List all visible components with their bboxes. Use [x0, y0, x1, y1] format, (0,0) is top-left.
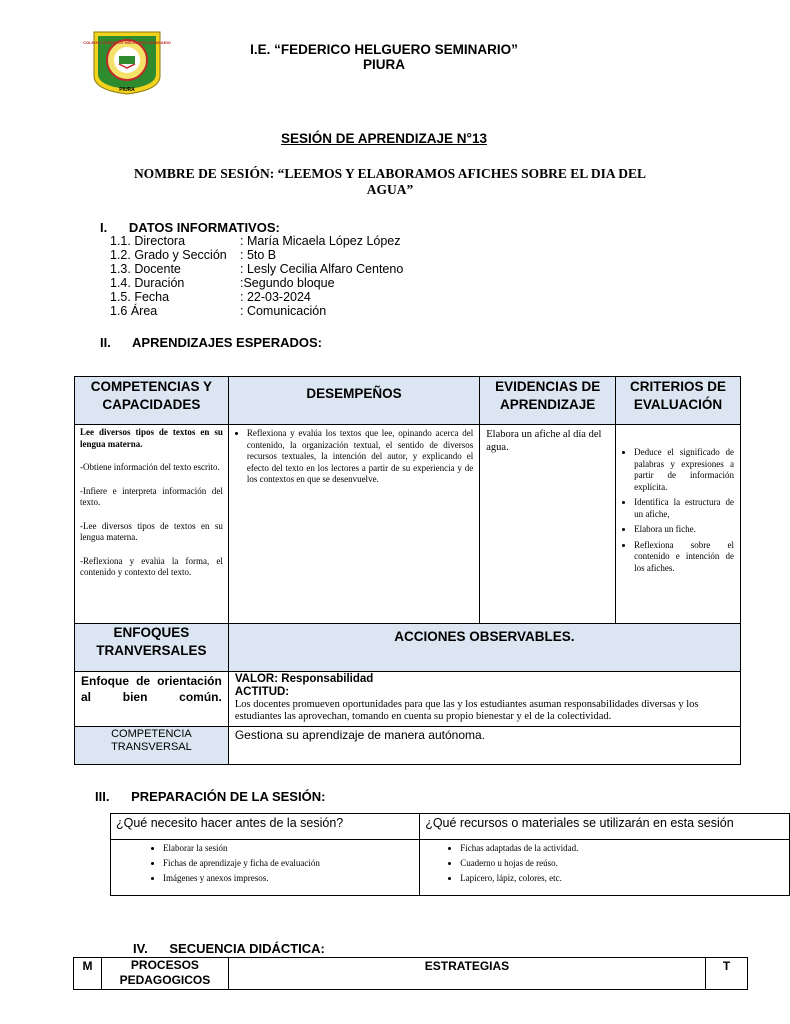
info-value: : 22-03-2024 [240, 290, 311, 304]
prep-col2-header: ¿Qué recursos o materiales se utilizarán en esta sesión [420, 814, 790, 840]
section-2-heading: II. APRENDIZAJES ESPERADOS: [100, 335, 323, 350]
prep-item: • Cuaderno u hojas de reúso. [460, 857, 789, 870]
seq-header-t: T [706, 958, 748, 990]
criterio-item: • Reflexiona sobre el contenido e intención de los afiches. [634, 540, 734, 575]
prep-item: • Fichas de aprendizaje y ficha de evaluación [163, 857, 419, 870]
info-row [110, 234, 403, 248]
prep-col1-cell [111, 840, 420, 896]
sequence-table [73, 957, 748, 990]
criterio-item: • Elabora un fiche. [634, 524, 734, 536]
evidencia-text: Elabora un afiche al día del agua. [486, 429, 602, 453]
logo-text-bottom: PIURA [119, 87, 135, 93]
prep-col2-cell [420, 840, 790, 896]
info-key: 1.6 Área [110, 304, 158, 318]
info-row [110, 248, 403, 262]
seq-header-procesos: PROCESOS PEDAGOGICOS [101, 958, 228, 990]
prep-item: • Fichas adaptadas de la actividad. [460, 842, 789, 855]
info-value: :Segundo bloque [240, 276, 335, 290]
school-city: PIURA [362, 57, 405, 72]
prep-col1-header: ¿Qué necesito hacer antes de la sesión? [111, 814, 420, 840]
capacidad-item: -Infiere e interpreta información del texto. [80, 485, 223, 507]
header-evidencias: EVIDENCIAS DE APRENDIZAJE [480, 377, 616, 425]
learning-table [74, 376, 741, 765]
preparation-table [110, 813, 790, 896]
prep-list-2 [420, 840, 789, 885]
prep-list-1 [111, 840, 419, 885]
criterios-list [616, 425, 740, 574]
capacidades-list [80, 462, 223, 579]
capacidad-item: -Lee diversos tipos de textos en su lengua materna. [80, 520, 223, 542]
section-1-heading: I. DATOS INFORMATIVOS: [100, 220, 280, 235]
page-title: SESIÓN DE APRENDIZAJE N°13 [281, 131, 487, 146]
competencia-transversal-label: COMPETENCIA TRANSVERSAL [75, 727, 229, 765]
criterio-item: • Identifica la estructura de un afiche, [634, 497, 734, 520]
info-value: : Comunicación [240, 304, 327, 318]
prep-item: • Imágenes y anexos impresos. [163, 872, 419, 885]
criterio-item: • Deduce el significado de palabras y expresiones a partir de información explícita. [634, 447, 734, 493]
info-value: : Lesly Cecilia Alfaro Centeno [240, 262, 404, 276]
info-key: 1.2. Grado y Sección [110, 248, 227, 262]
enfoques-header: ENFOQUES TRANVERSALES [75, 624, 229, 672]
competencias-cell [75, 425, 229, 624]
desempenos-cell [228, 425, 479, 624]
header-desempenos: DESEMPEÑOS [228, 377, 479, 425]
competencia-transversal-cell: Gestiona su aprendizaje de manera autónoma. [228, 727, 740, 765]
prep-item: • Elaborar la sesión [163, 842, 419, 855]
header-criterios: CRITERIOS DE EVALUACIÓN [616, 377, 741, 425]
logo-text-top: COLEGIO FEDERICO HELGUERO SEMINARIO [83, 40, 171, 45]
section-4-heading: IV. SECUENCIA DIDÁCTICA: [133, 941, 325, 956]
school-name: I.E. “FEDERICO HELGUERO SEMINARIO” [250, 42, 518, 57]
header-competencias: COMPETENCIAS Y CAPACIDADES [75, 377, 229, 425]
competencia-title: Lee diversos tipos de textos en su lengua materna. [80, 427, 223, 449]
capacidad-item: -Reflexiona y evalúa la forma, el contenido y contexto del texto. [80, 555, 223, 577]
actitud-label: ACTITUD: [234, 686, 290, 698]
criterios-cell [616, 425, 741, 624]
seq-header-m: M [74, 958, 102, 990]
evidencias-cell [480, 425, 616, 624]
info-key: 1.3. Docente [110, 262, 181, 276]
actitud-text: Los docentes promueven oportunidades para que las y los estudiantes asuman responsabilidades diversas y los estudiantes las aprovechan, tomando en cuenta su propio bienestar y el de la colectividad. [234, 699, 699, 722]
valor-label: VALOR: Responsabilidad [234, 673, 374, 685]
session-name: NOMBRE DE SESIÓN: “LEEMOS Y ELABORAMOS AFICHES SOBRE EL DIA DEL AGUA” [133, 166, 647, 197]
acciones-header: ACCIONES OBSERVABLES. [228, 624, 740, 672]
info-key: 1.4. Duración [110, 276, 185, 290]
actitud-cell [228, 672, 740, 727]
desempeno-item: • Reflexiona y evalúa los textos que lee, opinando acerca del contenido, la organización textual, el sentido de diversos recursos textuales, la intención del autor, y explicando el efecto del texto en los lectores a partir de su experiencia y de los contextos en que se desenvuelve. [247, 428, 473, 486]
section-3-heading: III. PREPARACIÓN DE LA SESIÓN: [95, 789, 326, 804]
info-row [110, 276, 403, 290]
info-key: 1.1. Directora [110, 234, 186, 248]
seq-header-estrategias: ESTRATEGIAS [228, 958, 705, 990]
enfoque-cell: Enfoque de orientación al bien común. [75, 672, 229, 727]
info-row [110, 290, 403, 304]
prep-item: • Lapicero, lápiz, colores, etc. [460, 872, 789, 885]
info-key: 1.5. Fecha [110, 290, 170, 304]
capacidad-item: -Obtiene información del texto escrito. [80, 462, 220, 472]
info-value: : 5to B [240, 248, 277, 262]
info-row [110, 304, 403, 318]
info-list [110, 234, 403, 318]
info-row [110, 262, 403, 276]
info-value: : María Micaela López López [240, 234, 401, 248]
